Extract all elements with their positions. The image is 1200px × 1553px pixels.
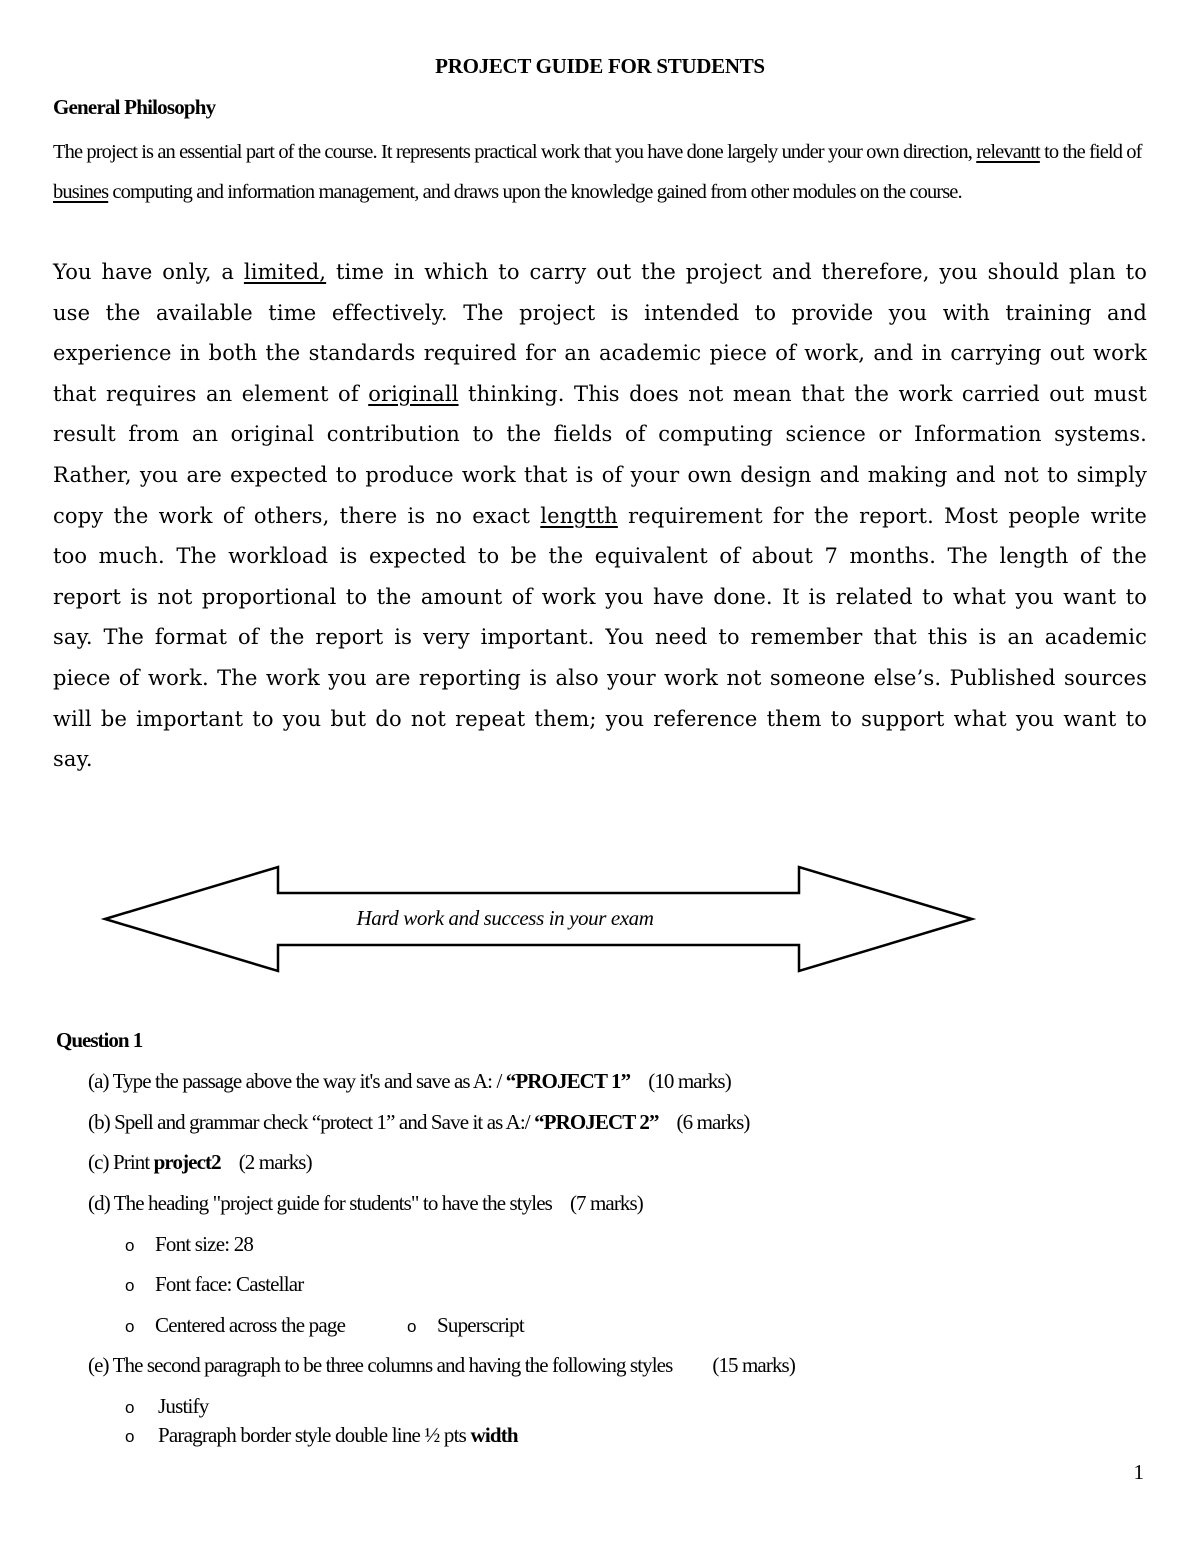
bullet-icon: o xyxy=(407,1317,416,1336)
question-bold-text: project2 xyxy=(153,1150,221,1174)
question-text: (e) The second paragraph to be three columns and having the following styles xyxy=(88,1353,673,1377)
question-bold-text: “PROJECT 1” xyxy=(505,1069,631,1093)
question-item-c xyxy=(88,1150,312,1175)
bullet-icon: o xyxy=(125,1236,134,1255)
paragraph-main xyxy=(53,252,1147,780)
style-item xyxy=(125,1423,518,1448)
arrow-caption xyxy=(100,906,980,931)
arrow-caption-text: Hard work and success in your exam xyxy=(356,906,654,930)
paragraph-text: requirement for the report. Most people write too much. The workload is expected to be the equivalent of about 7 months. The length of the report is not proportional to the amount of work you have done. It is related to what you want to say. The format of the report is very important. You need to remember that this is an academic piece of work. The work you are reporting is also your work not someone else’s. Published sources will be important to you but do not repeat them; you reference them to support what you want to say. xyxy=(53,503,1147,772)
marks-label: (6 marks) xyxy=(676,1110,750,1134)
question-item-b xyxy=(88,1110,750,1135)
style-item-text: Centered across the page xyxy=(155,1313,346,1337)
bullet-icon: o xyxy=(125,1317,134,1336)
style-item xyxy=(125,1232,253,1257)
question-item-d xyxy=(88,1191,643,1216)
style-item-text: Font face: Castellar xyxy=(155,1272,304,1296)
page-number: 1 xyxy=(1133,1460,1144,1484)
style-item-text: Paragraph border style double line ½ pts xyxy=(158,1423,471,1447)
underlined-word: limited, xyxy=(243,260,327,284)
paragraph-text: computing and information management, and draws upon the knowledge gained from other modules on the course. xyxy=(108,181,962,203)
page-title: PROJECT GUIDE FOR STUDENTS xyxy=(435,54,765,78)
question-item-a xyxy=(88,1069,731,1094)
bullet-icon: o xyxy=(125,1398,134,1417)
style-item-text: Justify xyxy=(158,1394,209,1418)
underlined-word: originall xyxy=(368,381,459,406)
bullet-icon: o xyxy=(125,1276,134,1295)
style-item xyxy=(407,1313,524,1338)
style-item xyxy=(125,1313,345,1338)
double-arrow-shape xyxy=(100,862,980,977)
paragraph-text: to the field of xyxy=(1039,141,1142,163)
question-text: (c) Print xyxy=(88,1150,154,1174)
paragraph-text: thinking. This does not mean that the work carried out must result from an original contribution to the fields of computing science or Information systems. Rather, you are expected to produce work that is of your own design and making and not to simply copy the work of others, there is no exact xyxy=(53,381,1147,528)
marks-label: (2 marks) xyxy=(238,1150,312,1174)
question-heading: Question 1 xyxy=(56,1028,143,1052)
style-item-text: Superscript xyxy=(437,1313,524,1337)
bullet-icon: o xyxy=(125,1427,134,1446)
marks-label: (10 marks) xyxy=(648,1069,731,1093)
marks-label: (15 marks) xyxy=(712,1353,795,1377)
question-text: (a) Type the passage above the way it's and save as A: / xyxy=(88,1069,506,1093)
style-item-text: Font size: 28 xyxy=(155,1232,254,1256)
question-text: (b) Spell and grammar check “protect 1” and Save it as A:/ xyxy=(88,1110,535,1134)
question-text: (d) The heading "project guide for students" to have the styles xyxy=(88,1191,552,1215)
paragraph-text: The project is an essential part of the course. It represents practical work that you have done largely under your own direction, xyxy=(53,141,977,163)
paragraph-text: time in which to carry out the project and therefore, you should plan to use the available time effectively. The project is intended to provide you with training and experience in both the standards required for an academic piece of work, and in carrying out work that requires an element of xyxy=(53,260,1147,406)
style-item xyxy=(125,1394,208,1419)
underlined-word: busines xyxy=(53,181,109,203)
question-bold-text: “PROJECT 2” xyxy=(534,1110,659,1134)
marks-label: (7 marks) xyxy=(569,1191,643,1215)
underlined-word: lengtth xyxy=(540,503,618,528)
section-heading: General Philosophy xyxy=(53,95,216,119)
style-item-bold-text: width xyxy=(470,1423,518,1447)
paragraph-text: You have only, a xyxy=(53,260,244,284)
style-item xyxy=(125,1272,303,1297)
question-item-e xyxy=(88,1353,795,1378)
underlined-word: relevantt xyxy=(976,141,1040,163)
paragraph-intro xyxy=(53,132,1148,212)
